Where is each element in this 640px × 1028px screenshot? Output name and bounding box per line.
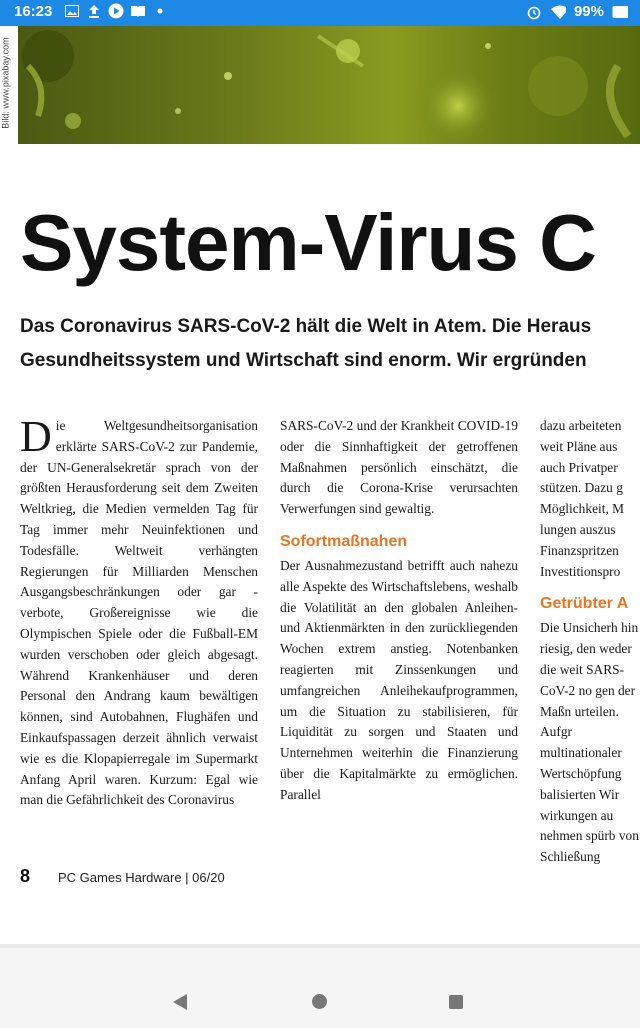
page-footer — [20, 866, 225, 887]
subheading-sofortmassnahmen: Sofortmaßnahen — [280, 532, 408, 550]
home-icon[interactable] — [312, 994, 327, 1009]
article-column-2 — [280, 416, 518, 806]
battery-level: 99% — [573, 3, 604, 20]
wifi-icon — [550, 4, 566, 20]
hero-image — [18, 26, 640, 144]
magazine-issue: PC Games Hardware | 06/20 — [58, 870, 225, 885]
column-1-text: ie Weltgesundheitsorganisation erklärte SARS-CoV-2 zur Pandemie, der UN-Generalsekretär sprach von der größten Herausforderung seit dem Zweiten Weltkrieg, die Medien vermelden Tag für Tag immer mehr Neuinfektionen und Todesfälle. Weltweit verhängten Regierungen für Milliarden Menschen Ausgangsbeschränkungen oder gar -verbote, Großereignisse wie die Olympischen Spiele oder die Fußball-EM wurden verschoben oder gleich abgesagt. Während Krankenhäuser und deren Personal den Andrang kaum bewältigen können, sind Autobahnen, Flughäfen und Einkaufspassagen derzeit ähnlich verwaist wie es die Klopapierregale im Supermarkt Anfang April waren. Kurzum: Egal wie man die Gefährlichkeit des Coronavirus — [20, 418, 258, 808]
article-headline: System-Virus C — [20, 198, 596, 287]
column-2-text-2: Der Ausnahmezustand betrifft auch nahezu alle Aspekte des Wirtschaftslebens, weshalb die Volatilität an den globalen Anleihen- und Aktienmärkten in den zurückliegenden Wochen extrem anstieg. Notenbanken reagierten mit Zinssenkungen und umfangreichen Anleihekaufprogrammen, um die Situation zu stabilisieren, für Liquidität zu sorgen und Staaten und Unternehmen weiterhin die Finanzierung über die Kapitalmärkte zu ermöglichen. Parallel — [280, 557, 518, 802]
column-3-text-1: dazu arbeiteten weit Pläne aus auch Privatper stützen. Dazu g Möglichkeit, M lungen auszus Finanzspritzen Investitionspro — [540, 418, 625, 579]
alarm-icon — [526, 4, 542, 20]
photo-credit: Bild: www.pixabay.com — [0, 26, 18, 144]
lead-line-2: Gesundheitssystem und Wirtschaft sind enorm. Wir ergründen — [20, 350, 587, 371]
virus-illustration — [18, 26, 640, 144]
recent-apps-icon[interactable] — [449, 995, 463, 1009]
status-time: 16:23 — [14, 3, 53, 20]
column-2-text-1: SARS-CoV-2 und der Krankheit COVID-19 oder die Sinnhaftigkeit der getroffenen Maßnahmen persönlich einschätzt, die durch die Corona-Krise verursachten Verwerfungen sind gewaltig. — [280, 418, 518, 517]
article-column-3 — [540, 416, 640, 868]
back-icon[interactable] — [173, 994, 187, 1010]
navigation-bar — [0, 944, 640, 1028]
play-icon — [108, 3, 124, 19]
page-number: 8 — [20, 866, 31, 886]
notification-icons — [64, 3, 168, 19]
upload-icon — [86, 3, 102, 19]
article-page[interactable] — [0, 144, 640, 944]
drop-cap: D — [20, 412, 52, 461]
lead-line-1: Das Coronavirus SARS-CoV-2 hält die Welt in Atem. Die Heraus — [20, 316, 592, 337]
article-column-1 — [20, 412, 258, 811]
subheading-getruebter: Getrübter A — [540, 595, 629, 613]
image-icon — [64, 3, 80, 19]
column-3-text-2: Die Unsicherh hin riesig, den weder die weit SARS-CoV-2 no gen der Maßn urteilen. Aufgr multinationaler Wertschöpfung balisierten Wir wirkungen au nehmen spürb von Schließung — [540, 620, 639, 865]
status-bar — [0, 0, 640, 26]
more-notifications-icon — [152, 3, 168, 19]
reader-icon — [130, 3, 146, 19]
article-lead — [20, 310, 591, 378]
battery-icon — [612, 4, 628, 20]
status-right — [526, 3, 628, 20]
